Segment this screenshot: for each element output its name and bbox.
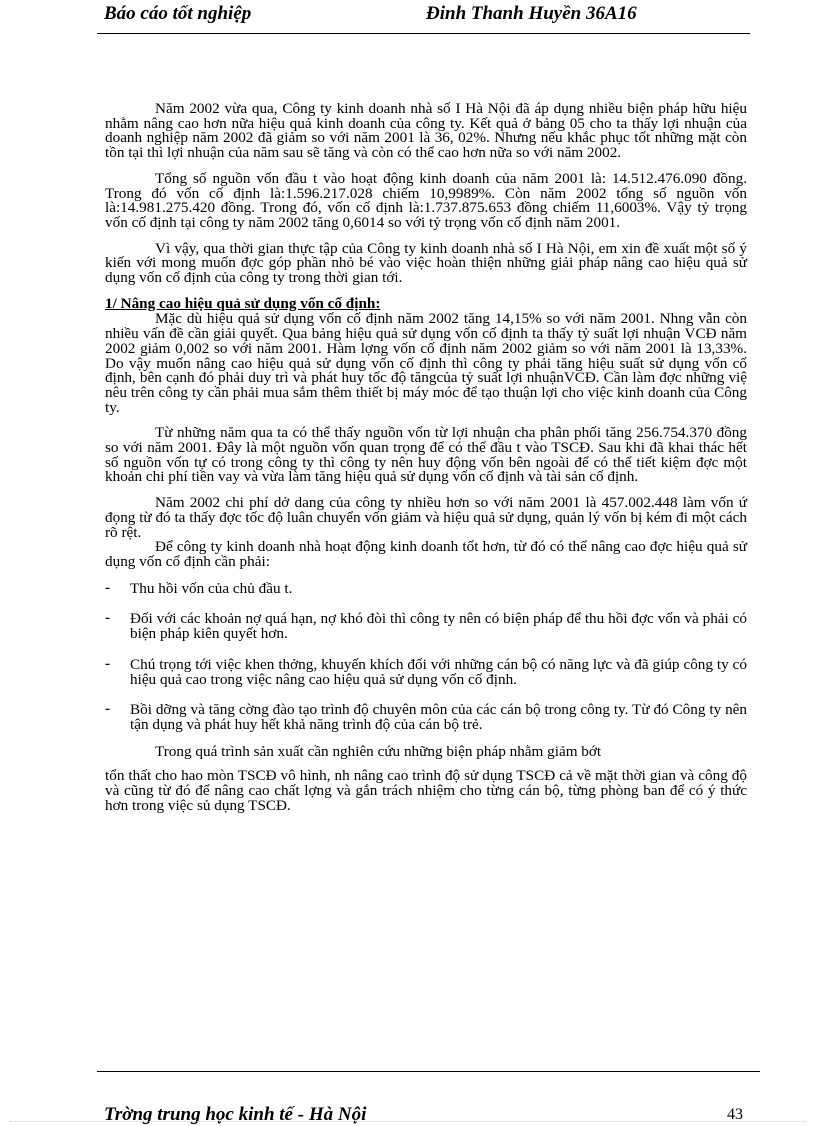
- bullet-marker: -: [105, 700, 111, 718]
- bullet-text: Thu hồi vốn của chủ đầu t.: [130, 579, 293, 597]
- paragraph-1: Năm 2002 vừa qua, Công ty kinh doanh nhà số I Hà Nội đã áp dụng nhiều biện pháp hữu hiệu nhằm nâng cao hơn nữa hiệu quả kinh doanh của công ty. Kết quả ở bảng 05 cho ta thấy lợi nhuận của doanh nghiệp năm 2002 đã giảm so với năm 2001 là 36, 02%. Nhưng nếu khắc phục tốt những mặt còn tồn tại thì lợi nhuận của năm sau sẽ tăng và còn có thể cao hơn nữa so với năm 2002.: [105, 100, 747, 162]
- bullet-text: Chú trọng tới việc khen thởng, khuyến khích đối với những cán bộ có năng lực và đã giúp công ty có hiệu quả cao trong việc nâng cao hiệu quả sử dụng vốn cố định.: [130, 655, 747, 688]
- page-edge-dotted-line: [10, 1121, 806, 1122]
- page-body: [105, 102, 747, 824]
- bullet-text: Đối với các khoản nợ quá hạn, nợ khó đòi thì công ty nên có biện pháp để thu hồi đợc vốn và phải có biện pháp kiên quyết hơn.: [130, 610, 747, 643]
- bullet-text: Bồi dỡng và tăng cờng đào tạo trình độ chuyên môn của các cán bộ trong công ty. Từ đó Công ty nên tận dụng và phát huy hết khả năng trình độ của cán bộ trẻ.: [130, 701, 747, 733]
- paragraph-4: Mặc dù hiệu quả sử dụng vốn cố định năm 2002 tăng 14,15% so với năm 2001. Nhng vẫn còn nhiều vấn đề cần giải quyết. Qua bảng hiệu quả sử dụng vốn cố định ta thấy tỷ suất lợi nhuận VCĐ năm 2002 giảm 0,002 so với năm 2001. Hàm lợng vốn cố định năm 2002 giảm so với năm 2001 là 13,33%. Do vậy muốn nâng cao hiệu quả sử dụng vốn cố định thì công ty phải tăng hiệu suất sử dụng vốn cố định, bên cạnh đó phải duy trì và phát huy tốc độ tăngcủa tỷ suất lợi nhuậnVCĐ. Cần làm đợc những việ nêu trên công ty cần phải mua sắm thêm thiết bị máy móc để tạo thuận lợi cho việc kinh doanh của Công ty.: [105, 310, 747, 416]
- bullet-marker: -: [105, 654, 111, 672]
- footer-rule: [97, 1071, 760, 1072]
- header-left: Báo cáo tốt nghiệp: [104, 3, 252, 24]
- footer-school: Trờng trung học kinh tế - Hà Nội: [104, 1104, 367, 1125]
- bullet-marker: -: [105, 609, 111, 627]
- paragraph-9: tổn thất cho hao mòn TSCĐ vô hình, nh nâng cao trình độ sử dụng TSCĐ cả về mặt thời gian và công độ và cũng từ đó để nâng cao chất lợng và gắn trách nhiệm cho từng cán bộ, từng phòng ban để có ý thức hơn trong việc sủ dụng TSCĐ.: [105, 767, 747, 814]
- bullet-item-1: [105, 578, 747, 597]
- page-number: 43: [727, 1106, 743, 1123]
- header-right: Đinh Thanh Huyền 36A16: [426, 3, 637, 24]
- bullet-item-3: [105, 654, 747, 688]
- paragraph-2: Tổng số nguồn vốn đầu t vào hoạt động kinh doanh của năm 2001 là: 14.512.476.090 đồng. Trong đó vốn cố định là:1.596.217.028 chiếm 10,9989%. Còn năm 2002 tổng số nguồn vốn là:14.981.275.420 đồng. Trong đó, vốn cố định là:1.737.875.653 đồng chiếm 11,6003%. Vậy tỷ trọng vốn cố định tại công ty năm 2002 tăng 0,6014 so với tỷ trọng vốn cố định năm 2001.: [105, 169, 747, 231]
- paragraph-3: Vì vậy, qua thời gian thực tập của Công ty kinh doanh nhà số I Hà Nội, em xin đề xuất một số ý kiến với mong muốn đợc góp phần nhỏ bé vào việc hoàn thiện những giải pháp nâng cao hiệu quả sử dụng vốn cố định của công ty trong thời gian tới.: [105, 239, 747, 287]
- section-heading: 1/ Nâng cao hiệu quả sử dụng vốn cố định:: [105, 294, 381, 312]
- paragraph-7: Để công ty kinh doanh nhà hoạt động kinh doanh tốt hơn, từ đó có thể nâng cao đợc hiệu quả sử dụng vốn cố định cần phải:: [105, 538, 747, 570]
- paragraph-6: Năm 2002 chi phí dở dang của công ty nhiều hơn so với năm 2001 là 457.002.448 làm vốn ứ đọng từ đó ta thấy đợc tốc độ luân chuyển vốn giảm và hiệu quả sử dụng, quản lý vốn bị kém đi một cách rõ rệt.: [105, 494, 747, 541]
- page-header: [104, 3, 750, 33]
- header-rule: [97, 33, 750, 34]
- bullet-item-2: [105, 609, 747, 643]
- paragraph-5: Từ những năm qua ta có thể thấy nguồn vốn từ lợi nhuận cha phân phối tăng 256.754.370 đồng so với năm 2001. Đây là một nguồn vốn quan trọng để có thể đầu t vào TSCĐ. Sau khi đã khai thác hết số nguồn vốn tự có trong công ty thì công ty nên huy động vốn bên ngoài để có thể tiết kiệm đợc một khoản chi phí tiền vay và vừa làm tăng hiệu quả sử dụng vốn cố định và tài sản cố định.: [105, 424, 747, 486]
- bullet-item-4: [105, 700, 747, 733]
- paragraph-8: Trong quá trình sản xuất cần nghiên cứu những biện pháp nhằm giảm bớt: [155, 742, 602, 760]
- bullet-marker: -: [105, 578, 111, 596]
